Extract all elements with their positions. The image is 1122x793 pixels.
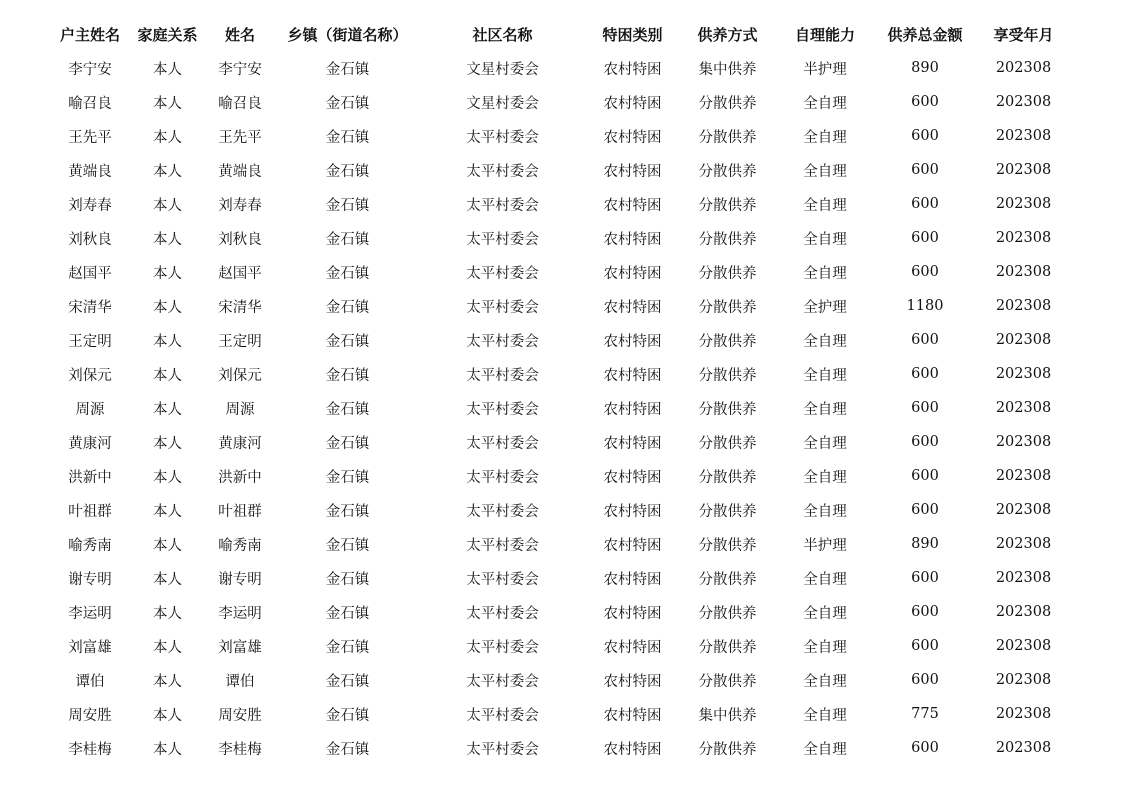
- support-mode-cell: 分散供养: [698, 401, 757, 418]
- hardship-category-cell: 农村特困: [603, 265, 662, 282]
- community-cell: 太平村委会: [466, 707, 539, 724]
- support-mode-cell: 分散供养: [698, 197, 757, 214]
- family-relation-cell: 本人: [153, 299, 182, 316]
- householder-name-cell: 黄康河: [68, 435, 112, 452]
- hardship-category-cell: 农村特困: [603, 707, 662, 724]
- name-cell: 刘富雄: [218, 639, 262, 656]
- year-month-cell: 202308: [995, 706, 1052, 722]
- total-amount-cell: 775: [911, 706, 939, 722]
- family-relation-cell: 本人: [153, 639, 182, 656]
- year-month-cell: 202308: [995, 502, 1052, 518]
- table-row: [50, 391, 1072, 425]
- householder-name-cell: 喻召良: [68, 95, 112, 112]
- hardship-category-cell: 农村特困: [603, 333, 662, 350]
- table-row: [50, 595, 1072, 629]
- hardship-category-cell: 农村特困: [603, 537, 662, 554]
- township-cell: 金石镇: [325, 707, 370, 724]
- total-amount-cell: 600: [911, 502, 939, 518]
- community-cell: 太平村委会: [466, 265, 539, 282]
- township-cell: 金石镇: [325, 129, 370, 146]
- householder-name-cell: 喻秀南: [68, 537, 112, 554]
- support-mode-cell: 分散供养: [698, 129, 757, 146]
- name-cell: 谭伯: [225, 673, 255, 690]
- township-cell: 金石镇: [325, 469, 370, 486]
- family-relation-cell: 本人: [153, 707, 182, 724]
- header-family-relation: 家庭关系: [137, 25, 198, 44]
- township-cell: 金石镇: [325, 197, 370, 214]
- self-care-ability-cell: 全自理: [803, 401, 847, 418]
- table-row: [50, 527, 1072, 561]
- year-month-cell: 202308: [995, 162, 1052, 178]
- support-mode-cell: 分散供养: [698, 265, 757, 282]
- community-cell: 太平村委会: [466, 673, 539, 690]
- table-row: [50, 187, 1072, 221]
- name-cell: 黄端良: [218, 163, 262, 180]
- community-cell: 太平村委会: [466, 639, 539, 656]
- self-care-ability-cell: 全自理: [803, 435, 847, 452]
- table-row: [50, 51, 1072, 85]
- header-name: 姓名: [224, 25, 255, 44]
- family-relation-cell: 本人: [153, 197, 182, 214]
- householder-name-cell: 洪新中: [68, 469, 112, 486]
- header-support-mode: 供养方式: [697, 25, 758, 44]
- support-mode-cell: 分散供养: [698, 503, 757, 520]
- householder-name-cell: 宋清华: [68, 299, 112, 316]
- self-care-ability-cell: 全自理: [803, 129, 847, 146]
- family-relation-cell: 本人: [153, 571, 182, 588]
- householder-name-cell: 王先平: [68, 129, 112, 146]
- year-month-cell: 202308: [995, 60, 1052, 76]
- community-cell: 文星村委会: [466, 61, 539, 78]
- family-relation-cell: 本人: [153, 265, 182, 282]
- township-cell: 金石镇: [325, 571, 370, 588]
- hardship-category-cell: 农村特困: [603, 639, 662, 656]
- township-cell: 金石镇: [325, 333, 370, 350]
- total-amount-cell: 890: [911, 536, 939, 552]
- community-cell: 太平村委会: [466, 537, 539, 554]
- total-amount-cell: 600: [911, 332, 939, 348]
- support-roster-table: [50, 17, 1072, 765]
- family-relation-cell: 本人: [153, 435, 182, 452]
- year-month-cell: 202308: [995, 536, 1052, 552]
- support-mode-cell: 分散供养: [698, 299, 757, 316]
- year-month-cell: 202308: [995, 366, 1052, 382]
- self-care-ability-cell: 全自理: [803, 605, 847, 622]
- table-body: [50, 51, 1072, 765]
- name-cell: 叶祖群: [218, 503, 262, 520]
- name-cell: 谢专明: [218, 571, 262, 588]
- year-month-cell: 202308: [995, 332, 1052, 348]
- total-amount-cell: 600: [911, 162, 939, 178]
- support-roster-sheet: [50, 17, 1072, 765]
- hardship-category-cell: 农村特困: [603, 401, 662, 418]
- township-cell: 金石镇: [325, 435, 370, 452]
- support-mode-cell: 分散供养: [698, 163, 757, 180]
- support-mode-cell: 分散供养: [698, 537, 757, 554]
- family-relation-cell: 本人: [153, 605, 182, 622]
- total-amount-cell: 600: [911, 638, 939, 654]
- community-cell: 太平村委会: [466, 435, 539, 452]
- support-mode-cell: 分散供养: [698, 605, 757, 622]
- self-care-ability-cell: 全自理: [803, 639, 847, 656]
- support-mode-cell: 集中供养: [698, 61, 757, 78]
- table-row: [50, 629, 1072, 663]
- self-care-ability-cell: 半护理: [803, 61, 847, 78]
- self-care-ability-cell: 全自理: [803, 231, 847, 248]
- township-cell: 金石镇: [325, 673, 370, 690]
- total-amount-cell: 600: [911, 434, 939, 450]
- community-cell: 太平村委会: [466, 333, 539, 350]
- table-row: [50, 425, 1072, 459]
- table-row: [50, 731, 1072, 765]
- year-month-cell: 202308: [995, 570, 1052, 586]
- support-mode-cell: 分散供养: [698, 639, 757, 656]
- name-cell: 赵国平: [218, 265, 262, 282]
- name-cell: 喻秀南: [218, 537, 262, 554]
- support-mode-cell: 分散供养: [698, 231, 757, 248]
- family-relation-cell: 本人: [153, 673, 182, 690]
- year-month-cell: 202308: [995, 94, 1052, 110]
- householder-name-cell: 刘保元: [68, 367, 112, 384]
- header-row: [50, 17, 1072, 51]
- self-care-ability-cell: 全自理: [803, 741, 847, 758]
- self-care-ability-cell: 全自理: [803, 163, 847, 180]
- family-relation-cell: 本人: [153, 129, 182, 146]
- name-cell: 周源: [225, 401, 255, 418]
- family-relation-cell: 本人: [153, 333, 182, 350]
- hardship-category-cell: 农村特困: [603, 163, 662, 180]
- community-cell: 太平村委会: [466, 605, 539, 622]
- total-amount-cell: 600: [911, 94, 939, 110]
- name-cell: 周安胜: [218, 707, 262, 724]
- year-month-cell: 202308: [995, 672, 1052, 688]
- table-row: [50, 119, 1072, 153]
- township-cell: 金石镇: [325, 265, 370, 282]
- table-row: [50, 697, 1072, 731]
- hardship-category-cell: 农村特困: [603, 129, 662, 146]
- table-row: [50, 459, 1072, 493]
- hardship-category-cell: 农村特困: [603, 435, 662, 452]
- householder-name-cell: 王定明: [68, 333, 112, 350]
- community-cell: 太平村委会: [466, 469, 539, 486]
- community-cell: 太平村委会: [466, 741, 539, 758]
- support-mode-cell: 分散供养: [698, 333, 757, 350]
- support-mode-cell: 集中供养: [698, 707, 757, 724]
- hardship-category-cell: 农村特困: [603, 367, 662, 384]
- name-cell: 喻召良: [218, 95, 262, 112]
- community-cell: 太平村委会: [466, 571, 539, 588]
- header-year-month: 享受年月: [993, 25, 1054, 44]
- community-cell: 太平村委会: [466, 299, 539, 316]
- family-relation-cell: 本人: [153, 401, 182, 418]
- year-month-cell: 202308: [995, 434, 1052, 450]
- hardship-category-cell: 农村特困: [603, 231, 662, 248]
- township-cell: 金石镇: [325, 163, 370, 180]
- community-cell: 太平村委会: [466, 367, 539, 384]
- total-amount-cell: 600: [911, 196, 939, 212]
- self-care-ability-cell: 全自理: [803, 469, 847, 486]
- hardship-category-cell: 农村特困: [603, 503, 662, 520]
- hardship-category-cell: 农村特困: [603, 95, 662, 112]
- township-cell: 金石镇: [325, 537, 370, 554]
- township-cell: 金石镇: [325, 503, 370, 520]
- table-row: [50, 255, 1072, 289]
- householder-name-cell: 周安胜: [68, 707, 112, 724]
- year-month-cell: 202308: [995, 740, 1052, 756]
- hardship-category-cell: 农村特困: [603, 673, 662, 690]
- hardship-category-cell: 农村特困: [603, 197, 662, 214]
- householder-name-cell: 刘秋良: [68, 231, 112, 248]
- family-relation-cell: 本人: [153, 163, 182, 180]
- self-care-ability-cell: 全自理: [803, 95, 847, 112]
- community-cell: 太平村委会: [466, 503, 539, 520]
- family-relation-cell: 本人: [153, 741, 182, 758]
- name-cell: 李宁安: [218, 61, 262, 78]
- total-amount-cell: 600: [911, 400, 939, 416]
- community-cell: 太平村委会: [466, 163, 539, 180]
- householder-name-cell: 赵国平: [68, 265, 112, 282]
- township-cell: 金石镇: [325, 231, 370, 248]
- family-relation-cell: 本人: [153, 367, 182, 384]
- name-cell: 洪新中: [218, 469, 262, 486]
- name-cell: 王先平: [218, 129, 262, 146]
- table-row: [50, 85, 1072, 119]
- table-row: [50, 493, 1072, 527]
- support-mode-cell: 分散供养: [698, 571, 757, 588]
- year-month-cell: 202308: [995, 264, 1052, 280]
- name-cell: 李运明: [218, 605, 262, 622]
- family-relation-cell: 本人: [153, 95, 182, 112]
- family-relation-cell: 本人: [153, 231, 182, 248]
- self-care-ability-cell: 全护理: [803, 299, 847, 316]
- header-township: 乡镇（街道名称）: [287, 25, 408, 44]
- community-cell: 太平村委会: [466, 401, 539, 418]
- year-month-cell: 202308: [995, 400, 1052, 416]
- householder-name-cell: 周源: [75, 401, 105, 418]
- support-mode-cell: 分散供养: [698, 741, 757, 758]
- householder-name-cell: 李运明: [68, 605, 112, 622]
- support-mode-cell: 分散供养: [698, 367, 757, 384]
- self-care-ability-cell: 全自理: [803, 571, 847, 588]
- total-amount-cell: 600: [911, 740, 939, 756]
- householder-name-cell: 刘寿春: [68, 197, 112, 214]
- hardship-category-cell: 农村特困: [603, 571, 662, 588]
- total-amount-cell: 890: [911, 60, 939, 76]
- table-row: [50, 323, 1072, 357]
- name-cell: 刘保元: [218, 367, 262, 384]
- name-cell: 黄康河: [218, 435, 262, 452]
- total-amount-cell: 1180: [906, 298, 944, 314]
- householder-name-cell: 李宁安: [68, 61, 112, 78]
- township-cell: 金石镇: [325, 95, 370, 112]
- family-relation-cell: 本人: [153, 503, 182, 520]
- support-mode-cell: 分散供养: [698, 435, 757, 452]
- header-householder-name: 户主姓名: [59, 25, 120, 44]
- total-amount-cell: 600: [911, 604, 939, 620]
- name-cell: 刘寿春: [218, 197, 262, 214]
- total-amount-cell: 600: [911, 468, 939, 484]
- township-cell: 金石镇: [325, 367, 370, 384]
- support-mode-cell: 分散供养: [698, 469, 757, 486]
- name-cell: 王定明: [218, 333, 262, 350]
- year-month-cell: 202308: [995, 128, 1052, 144]
- self-care-ability-cell: 全自理: [803, 707, 847, 724]
- header-community: 社区名称: [472, 25, 533, 44]
- table-row: [50, 289, 1072, 323]
- hardship-category-cell: 农村特困: [603, 605, 662, 622]
- self-care-ability-cell: 半护理: [803, 537, 847, 554]
- header-self-care-ability: 自理能力: [794, 25, 855, 44]
- township-cell: 金石镇: [325, 605, 370, 622]
- self-care-ability-cell: 全自理: [803, 367, 847, 384]
- self-care-ability-cell: 全自理: [803, 503, 847, 520]
- hardship-category-cell: 农村特困: [603, 469, 662, 486]
- header-hardship-category: 特困类别: [602, 25, 663, 44]
- householder-name-cell: 谢专明: [68, 571, 112, 588]
- name-cell: 李桂梅: [218, 741, 262, 758]
- total-amount-cell: 600: [911, 366, 939, 382]
- township-cell: 金石镇: [325, 741, 370, 758]
- year-month-cell: 202308: [995, 196, 1052, 212]
- year-month-cell: 202308: [995, 468, 1052, 484]
- support-mode-cell: 分散供养: [698, 95, 757, 112]
- self-care-ability-cell: 全自理: [803, 265, 847, 282]
- hardship-category-cell: 农村特困: [603, 61, 662, 78]
- header-total-amount: 供养总金额: [887, 25, 963, 44]
- family-relation-cell: 本人: [153, 537, 182, 554]
- name-cell: 刘秋良: [218, 231, 262, 248]
- householder-name-cell: 谭伯: [75, 673, 105, 690]
- community-cell: 太平村委会: [466, 231, 539, 248]
- community-cell: 文星村委会: [466, 95, 539, 112]
- total-amount-cell: 600: [911, 570, 939, 586]
- year-month-cell: 202308: [995, 604, 1052, 620]
- total-amount-cell: 600: [911, 672, 939, 688]
- table-row: [50, 663, 1072, 697]
- year-month-cell: 202308: [995, 298, 1052, 314]
- community-cell: 太平村委会: [466, 197, 539, 214]
- township-cell: 金石镇: [325, 401, 370, 418]
- householder-name-cell: 刘富雄: [68, 639, 112, 656]
- township-cell: 金石镇: [325, 61, 370, 78]
- table-header: [50, 17, 1072, 51]
- total-amount-cell: 600: [911, 128, 939, 144]
- table-row: [50, 561, 1072, 595]
- community-cell: 太平村委会: [466, 129, 539, 146]
- householder-name-cell: 叶祖群: [68, 503, 112, 520]
- hardship-category-cell: 农村特困: [603, 299, 662, 316]
- family-relation-cell: 本人: [153, 61, 182, 78]
- self-care-ability-cell: 全自理: [803, 333, 847, 350]
- total-amount-cell: 600: [911, 264, 939, 280]
- householder-name-cell: 黄端良: [68, 163, 112, 180]
- support-mode-cell: 分散供养: [698, 673, 757, 690]
- self-care-ability-cell: 全自理: [803, 673, 847, 690]
- householder-name-cell: 李桂梅: [68, 741, 112, 758]
- township-cell: 金石镇: [325, 299, 370, 316]
- table-row: [50, 153, 1072, 187]
- self-care-ability-cell: 全自理: [803, 197, 847, 214]
- township-cell: 金石镇: [325, 639, 370, 656]
- family-relation-cell: 本人: [153, 469, 182, 486]
- year-month-cell: 202308: [995, 638, 1052, 654]
- table-row: [50, 357, 1072, 391]
- hardship-category-cell: 农村特困: [603, 741, 662, 758]
- table-row: [50, 221, 1072, 255]
- total-amount-cell: 600: [911, 230, 939, 246]
- name-cell: 宋清华: [218, 299, 262, 316]
- year-month-cell: 202308: [995, 230, 1052, 246]
